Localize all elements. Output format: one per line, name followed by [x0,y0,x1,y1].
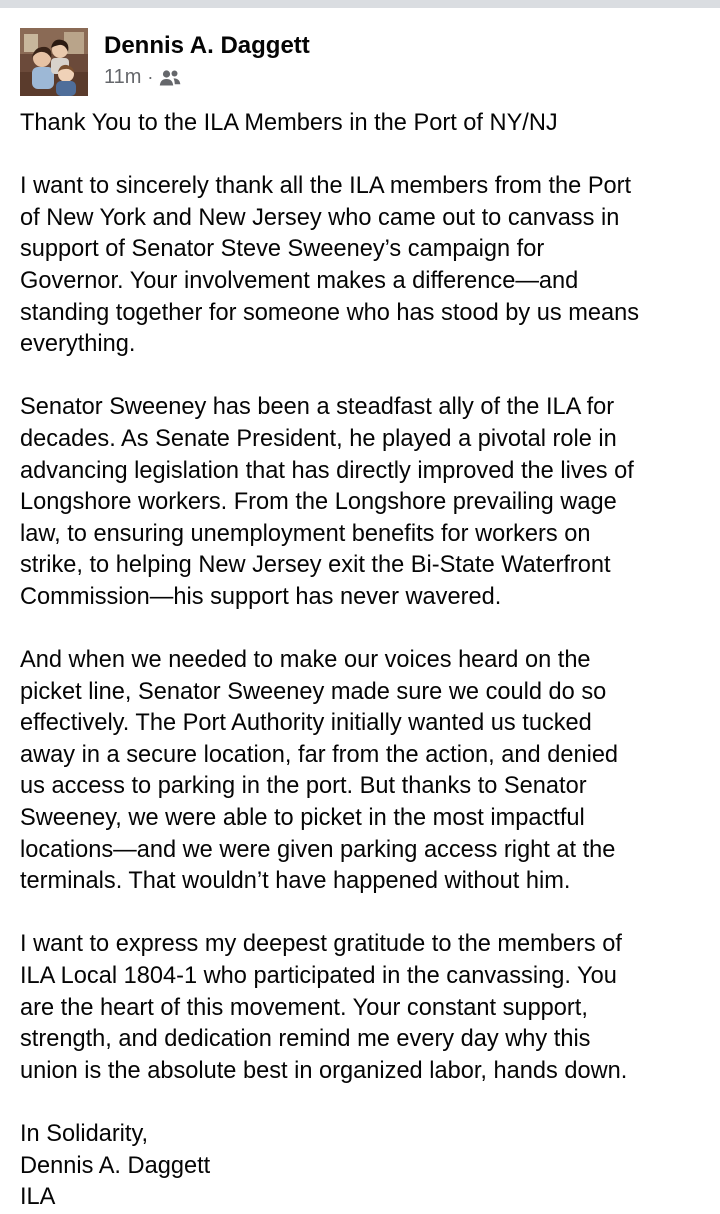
feed-divider [0,0,720,8]
avatar-photo-icon [20,28,88,96]
post-paragraph: Senator Sweeney has been a steadfast ally of the ILA for decades. As Senate President, he played a pivotal role in advancing legislation that has directly improved the lives of Longshore workers. From the Longshore prevailing wage law, to ensuring unemployment benefits for workers on strike, to helping New Jersey exit the Bi-State Waterfront Commission—his support has never wavered. [20,394,634,610]
meta-separator: · [147,67,154,87]
post-text [20,108,710,1214]
post-paragraph: And when we needed to make our voices heard on the picket line, Senator Sweeney made sure we could do so effectively. The Port Authority initially wanted us tucked away in a secure location, far from the action, and denied us access to parking in the port. But thanks to Senator Sweeney, we were able to picket in the most impactful locations—and we were given parking access right at the terminals. That wouldn’t have happened without him. [20,647,619,895]
post-timestamp[interactable]: 11m [104,66,142,88]
friends-icon[interactable] [159,69,181,87]
author-name[interactable]: Dennis A. Daggett [104,32,310,59]
facebook-post [0,8,720,1211]
post-header [20,28,700,98]
post-paragraph: I want to sincerely thank all the ILA members from the Port of New York and New Jersey who came out to canvass in support of Senator Steve Sweeney’s campaign for Governor. Your involvement makes a difference—and standing together for someone who has stood by us means everything. [20,173,640,358]
post-meta [104,66,181,89]
post-paragraph: I want to express my deepest gratitude to the members of ILA Local 1804-1 who participated in the canvassing. You are the heart of this movement. Your constant support, strength, and dedication remind me every day why this union is the absolute best in organized labor, hands down. [20,931,628,1084]
post-signoff: In Solidarity, Dennis A. Daggett ILA [20,1121,211,1211]
post-title-line: Thank You to the ILA Members in the Port of NY/NJ [20,110,558,136]
author-avatar[interactable] [20,28,88,96]
